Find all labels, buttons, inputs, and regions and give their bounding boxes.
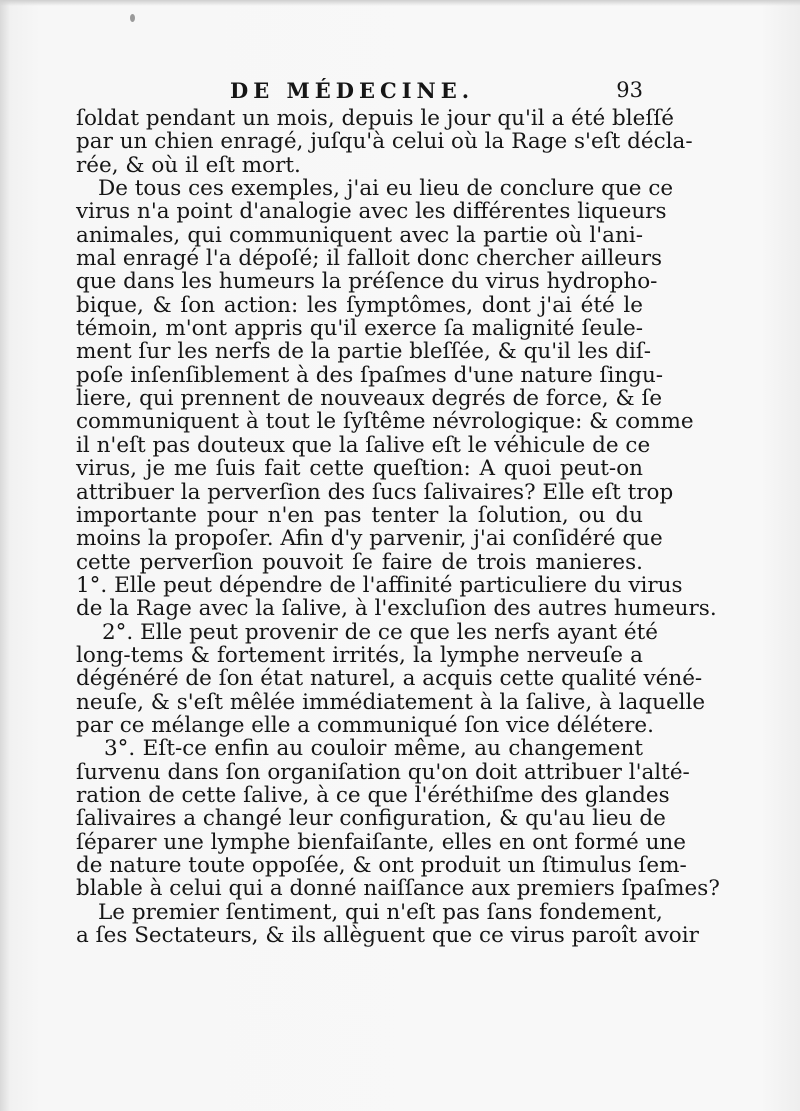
text-line: blable à celui qui a donné naiſſance aux premiers ſpaſmes? [76,876,720,902]
ink-speck [130,14,135,22]
text-line: importante pour n'en pas tenter la ſolution, ou du [76,502,643,528]
text-line: ſurvenu dans ſon organiſation qu'on doit attribuer l'alté- [76,759,690,785]
text-line: communiquent à tout le ſyſtême névrologique: & comme [76,409,694,435]
text-line: attribuer la perverſion des ſucs ſalivaires? Elle eſt trop [76,479,674,505]
page-header [80,78,643,108]
text-line: moins la propoſer. Afin d'y parvenir, j'ai conſidéré que [76,526,663,552]
text-line: 3°. Eſt-ce enfin au couloir même, au changement [104,736,643,762]
text-line: virus, je me ſuis fait cette queſtion: A quoi peut-on [76,456,643,482]
text-line: long-tems & fortement irrités, la lymphe nerveuſe a [76,642,643,668]
text-line: De tous ces exemples, j'ai eu lieu de conclure que ce [98,176,674,202]
text-line: bique, & ſon action: les ſymptômes, dont j'ai été le [76,292,643,318]
text-line: ment ſur les nerfs de la partie bleſſée, & qu'il les diſ- [76,339,652,365]
body-text [76,106,720,949]
text-line: que dans les humeurs la préſence du virus hydropho- [76,269,658,295]
text-line: 2°. Elle peut provenir de ce que les nerfs ayant été [102,619,659,645]
text-line: poſe inſenſiblement à des ſpaſmes d'une nature ſingu- [76,362,664,388]
text-line: neuſe, & s'eſt mêlée immédiatement à la ſalive, à laquelle [76,689,706,715]
text-line: il n'eſt pas douteux que la ſalive eſt le véhicule de ce [76,432,651,458]
text-line: mal enragé l'a dépoſé; il falloit donc chercher ailleurs [76,246,663,272]
text-line: ſoldat pendant un mois, depuis le jour qu'il a été bleſſé [76,106,675,131]
text-line: 1°. Elle peut dépendre de l'affinité particuliere du virus [76,572,683,598]
running-head: DE MÉDECINE. [230,78,475,103]
text-line: ſalivaires a changé leur configuration, & qu'au lieu de [76,806,666,832]
text-line: animales, qui communiquent avec la partie où l'ani- [76,222,643,248]
text-line: dégénéré de ſon état naturel, a acquis cette qualité véné- [76,666,703,692]
text-line: par ce mélange elle a communiqué ſon vice délétere. [76,712,654,738]
text-line: ration de cette ſalive, à ce que l'éréthiſme des glandes [76,782,670,808]
text-line: de nature toute oppoſée, & ont produit un ſtimulus ſem- [76,853,687,878]
text-line: rée, & où il eſt mort. [76,152,301,178]
text-line: liere, qui prennent de nouveaux degrés de force, & ſe [76,386,663,412]
text-line: ſéparer une lymphe bienfaiſante, elles en ont formé une [76,829,686,855]
text-line: par un chien enragé, juſqu'à celui où la Rage s'eſt décla- [76,129,693,155]
text-line: témoin, m'ont appris qu'il exerce ſa malignité ſeule- [76,316,643,342]
text-line: virus n'a point d'analogie avec les différentes liqueurs [76,199,667,225]
page-number: 93 [616,78,643,102]
text-line: cette perverſion pouvoit ſe faire de trois manieres. [76,549,643,575]
text-line: a ſes Sectateurs, & ils allèguent que ce virus paroît avoir [76,923,699,949]
text-line: de la Rage avec la ſalive, à l'excluſion des autres humeurs. [76,596,717,622]
text-line: Le premier ſentiment, qui n'eſt pas ſans fondement, [98,899,663,925]
